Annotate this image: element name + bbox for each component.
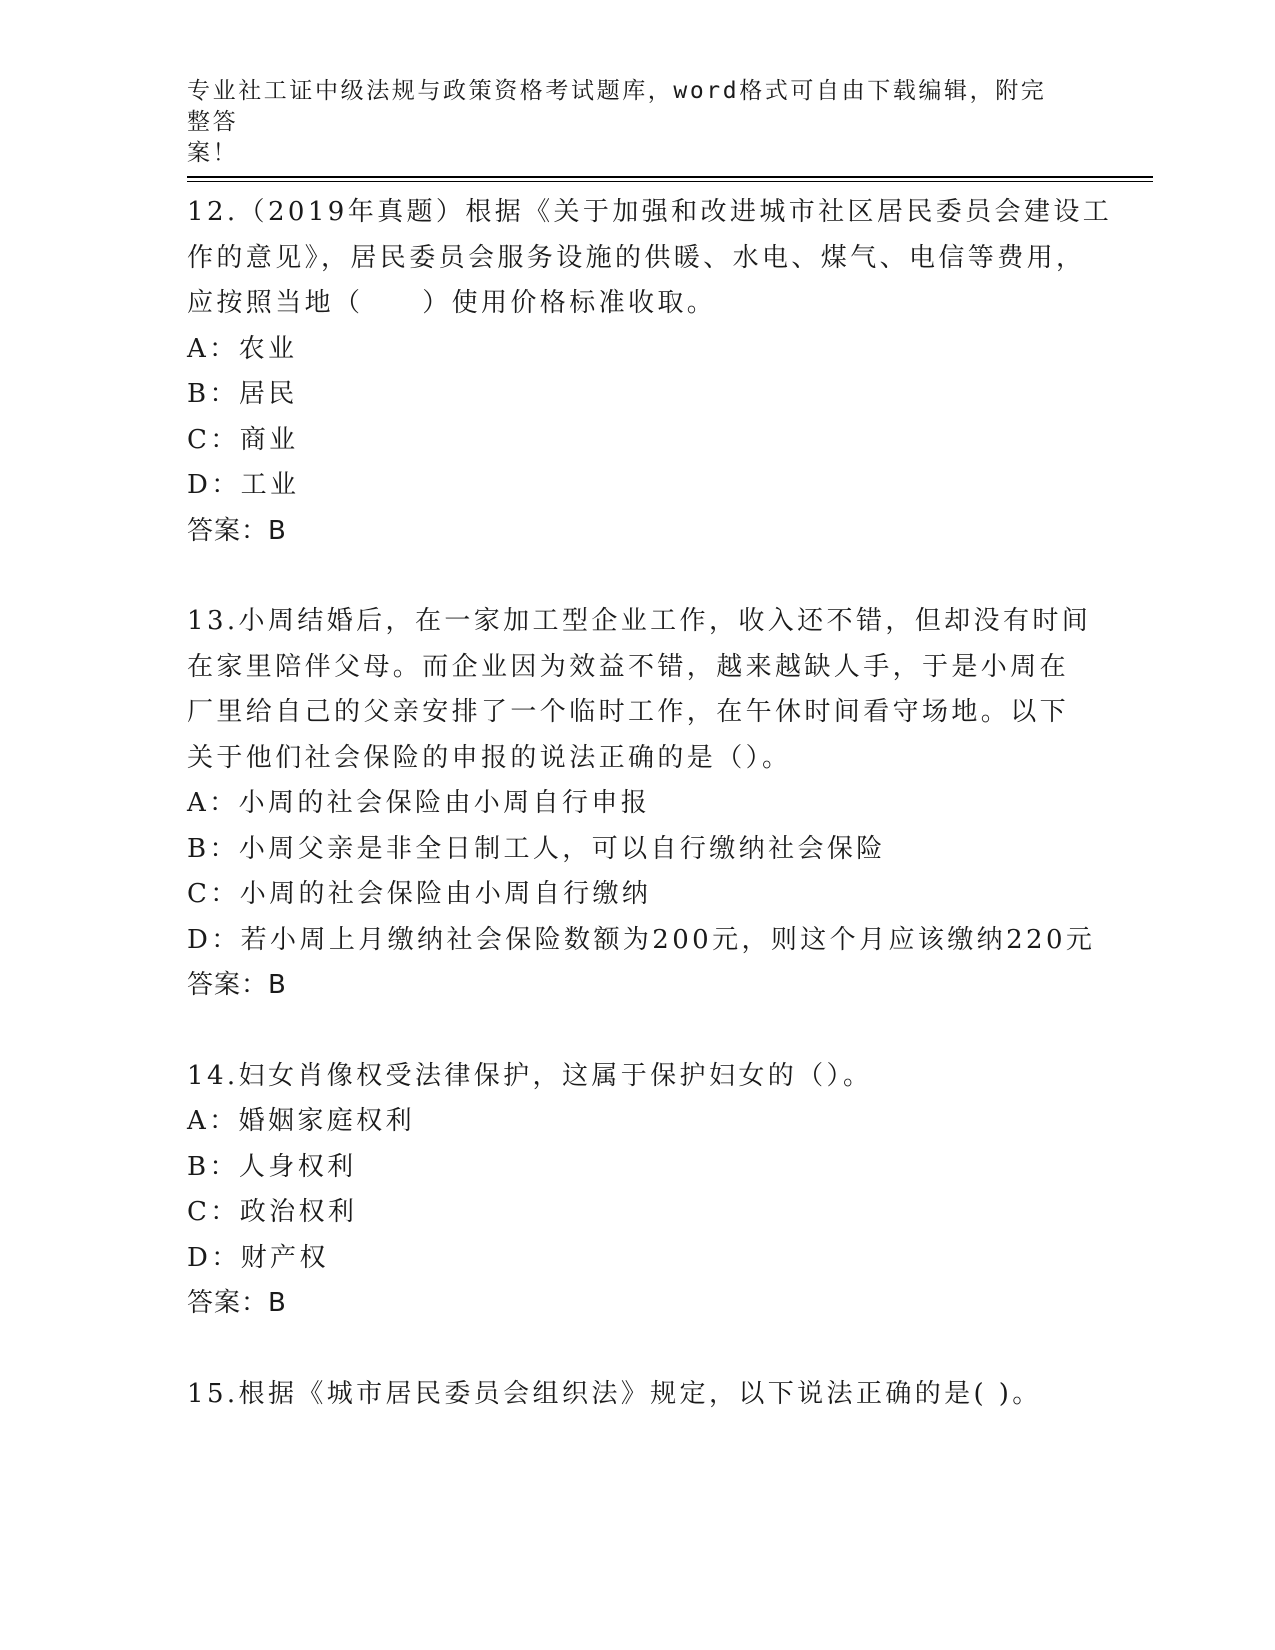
header-divider-thick	[187, 176, 1153, 178]
spacer	[187, 1327, 1087, 1372]
question-stem-line: 12.（2019年真题）根据《关于加强和改进城市社区居民委员会建设工	[187, 197, 1113, 227]
option-a: A：农业	[187, 333, 298, 364]
question-stem-line: 作的意见》，居民委员会服务设施的供暖、水电、煤气、电信等费用，	[187, 242, 1086, 273]
option-a: A：婚姻家庭权利	[187, 1106, 415, 1136]
option-d: D：若小周上月缴纳社会保险数额为200元，则这个月应该缴纳220元	[187, 924, 1096, 955]
header-note-line-2: 案！	[187, 140, 239, 166]
question-stem-line: 在家里陪伴父母。而企业因为效益不错，越来越缺人手，于是小周在	[187, 651, 1070, 682]
header-note	[187, 76, 1067, 169]
question-stem-line: 15.根据《城市居民委员会组织法》规定，以下说法正确的是( )。	[187, 1378, 1042, 1409]
spacer	[187, 1009, 1087, 1054]
answer-line: 答案：B	[187, 515, 287, 546]
option-d: D：工业	[187, 470, 300, 500]
option-c: C：政治权利	[187, 1197, 358, 1227]
header-note-line-1: 专业社工证中级法规与政策资格考试题库，word格式可自由下载编辑，附完整答	[187, 78, 1047, 135]
option-b: B：人身权利	[187, 1151, 357, 1182]
option-d: D：财产权	[187, 1242, 329, 1273]
question-stem-line: 13.小周结婚后，在一家加工型企业工作，收入还不错，但却没有时间	[187, 606, 1092, 636]
answer-line: 答案：B	[187, 970, 287, 1000]
option-c: C：商业	[187, 424, 299, 455]
question-stem-line: 应按照当地（ ）使用价格标准收取。	[187, 288, 717, 318]
question-list	[187, 190, 1113, 1417]
question-13	[187, 599, 1096, 1009]
question-12	[187, 190, 1113, 554]
question-15	[187, 1372, 1087, 1418]
header-divider-thin	[187, 181, 1153, 182]
option-c: C：小周的社会保险由小周自行缴纳	[187, 879, 652, 909]
option-b: B：小周父亲是非全日制工人，可以自行缴纳社会保险	[187, 833, 886, 864]
question-stem-line: 关于他们社会保险的申报的说法正确的是（）。	[187, 742, 792, 773]
option-b: B：居民	[187, 379, 298, 409]
option-a: A：小周的社会保险由小周自行申报	[187, 788, 651, 818]
spacer	[187, 554, 1087, 599]
question-14	[187, 1054, 1087, 1327]
answer-line: 答案：B	[187, 1288, 287, 1318]
question-stem-line: 14.妇女肖像权受法律保护，这属于保护妇女的（）。	[187, 1060, 873, 1091]
question-stem-line: 厂里给自己的父亲安排了一个临时工作，在午休时间看守场地。以下	[187, 697, 1070, 727]
